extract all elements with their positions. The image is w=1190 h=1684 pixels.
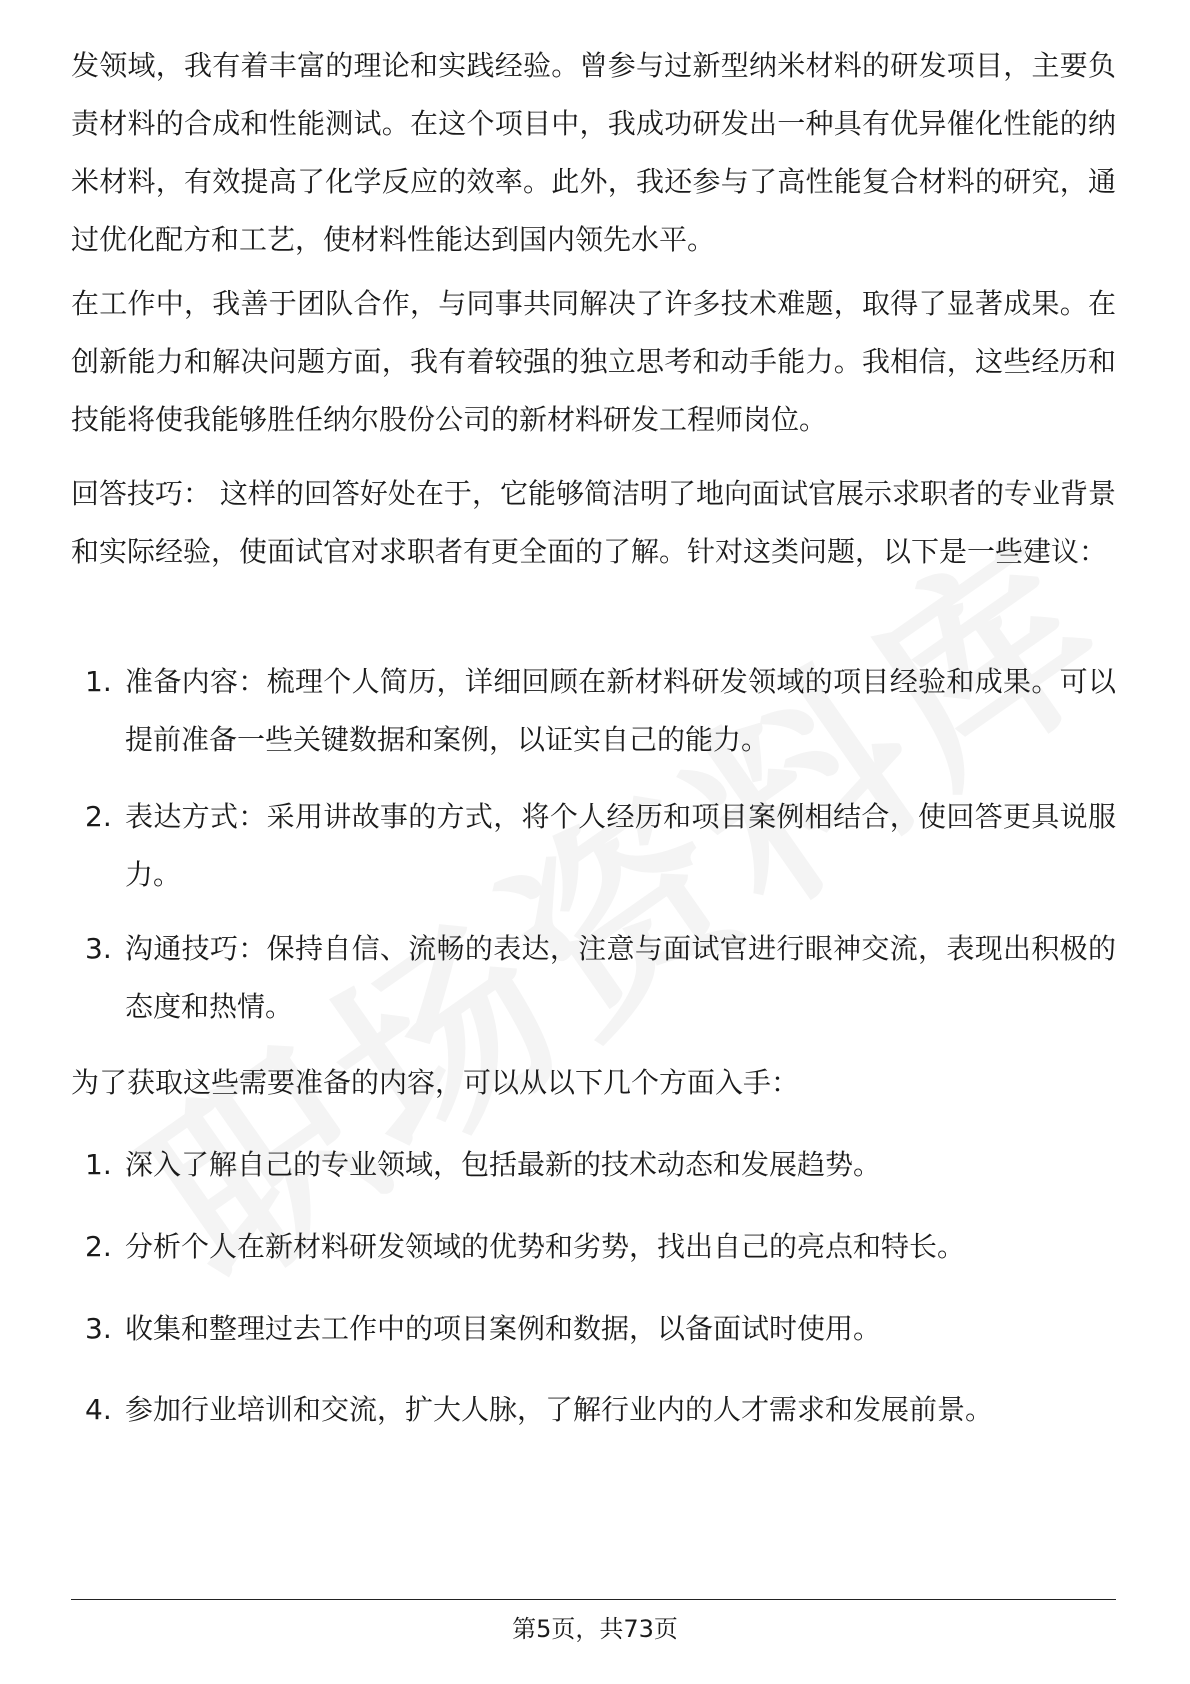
list-item-number: 3. bbox=[85, 932, 112, 965]
list-item-text: 参加行业培训和交流，扩大人脉，了解行业内的人才需求和发展前景。 bbox=[125, 1393, 994, 1426]
list-item bbox=[71, 653, 1116, 769]
list-item-text: 准备内容：梳理个人简历，详细回顾在新材料研发领域的项目经验和成果。可以提前准备一些关键数据和案例，以证实自己的能力。 bbox=[125, 665, 1116, 756]
list-item-number: 2. bbox=[85, 1230, 112, 1263]
list-item-number: 4. bbox=[85, 1393, 112, 1426]
list-item bbox=[71, 1300, 1116, 1358]
list-item-number: 2. bbox=[85, 800, 112, 833]
list-item-text: 表达方式：采用讲故事的方式，将个人经历和项目案例相结合，使回答更具说服力。 bbox=[125, 800, 1116, 891]
list-item-text: 深入了解自己的专业领域，包括最新的技术动态和发展趋势。 bbox=[125, 1148, 882, 1181]
list-item-text: 分析个人在新材料研发领域的优势和劣势，找出自己的亮点和特长。 bbox=[125, 1230, 966, 1263]
paragraph-teamwork: 在工作中，我善于团队合作，与同事共同解决了许多技术难题，取得了显著成果。在创新能力和解决问题方面，我有着较强的独立思考和动手能力。我相信，这些经历和技能将使我能够胜任纳尔股份公司的新材料研发工程师岗位。 bbox=[71, 287, 1116, 436]
list-item-number: 3. bbox=[85, 1312, 112, 1345]
list-item-number: 1. bbox=[85, 1148, 112, 1181]
list-item bbox=[71, 1136, 1116, 1194]
list-item-number: 1. bbox=[85, 665, 112, 698]
footer-divider bbox=[71, 1599, 1116, 1600]
list-item bbox=[71, 788, 1116, 904]
paragraph-preparation-intro: 为了获取这些需要准备的内容，可以从以下几个方面入手： bbox=[71, 1066, 800, 1099]
list-item-text: 沟通技巧：保持自信、流畅的表达，注意与面试官进行眼神交流，表现出积极的态度和热情。 bbox=[125, 932, 1116, 1023]
paragraph-answer-tips: 回答技巧： 这样的回答好处在于，它能够简洁明了地向面试官展示求职者的专业背景和实际经验，使面试官对求职者有更全面的了解。针对这类问题，以下是一些建议： bbox=[71, 477, 1116, 568]
list-item bbox=[71, 920, 1116, 1036]
list-item bbox=[71, 1381, 1116, 1439]
page-number: 第5页，共73页 bbox=[512, 1615, 678, 1643]
list-item-text: 收集和整理过去工作中的项目案例和数据，以备面试时使用。 bbox=[125, 1312, 882, 1345]
list-item bbox=[71, 1218, 1116, 1276]
paragraph-experience: 发领域，我有着丰富的理论和实践经验。曾参与过新型纳米材料的研发项目，主要负责材料的合成和性能测试。在这个项目中，我成功研发出一种具有优异催化性能的纳米材料，有效提高了化学反应的效率。此外，我还参与了高性能复合材料的研究，通过优化配方和工艺，使材料性能达到国内领先水平。 bbox=[71, 49, 1116, 256]
